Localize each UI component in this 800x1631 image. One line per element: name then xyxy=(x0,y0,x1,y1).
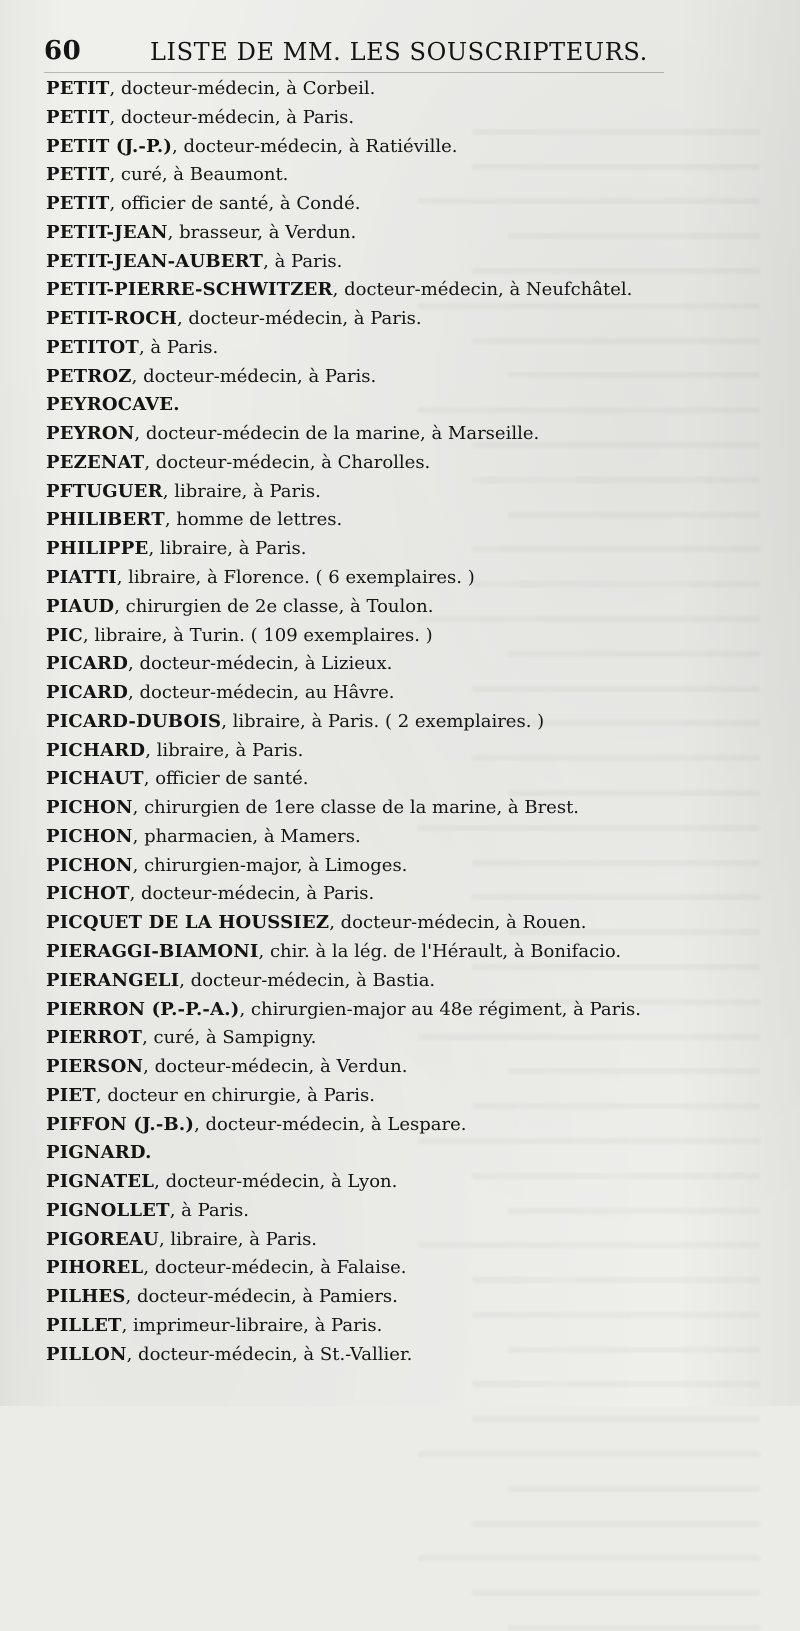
subscriber-entry xyxy=(46,880,766,909)
subscriber-entry xyxy=(46,593,766,622)
subscriber-detail: , docteur-médecin, à Falaise. xyxy=(143,1257,407,1279)
subscriber-detail: , curé, à Sampigny. xyxy=(142,1027,317,1049)
subscriber-name: PICQUET DE LA HOUSSIEZ xyxy=(46,912,330,934)
subscriber-detail: , à Paris. xyxy=(169,1199,249,1221)
running-title: LISTE DE MM. LES SOUSCRIPTEURS. xyxy=(150,38,648,66)
header-rule xyxy=(44,72,664,73)
subscriber-entry xyxy=(46,1341,766,1370)
subscriber-detail: , chirurgien de 2e classe, à Toulon. xyxy=(114,595,434,617)
subscriber-entry xyxy=(46,133,766,162)
subscriber-name: PEYRON xyxy=(46,423,135,445)
subscriber-list xyxy=(46,75,766,1369)
subscriber-entry xyxy=(46,1226,766,1255)
subscriber-entry xyxy=(46,1254,766,1283)
subscriber-name: PETIT-JEAN xyxy=(46,221,168,243)
subscriber-entry xyxy=(46,1312,766,1341)
subscriber-entry xyxy=(46,650,766,679)
subscriber-name: PIAUD xyxy=(46,595,115,617)
subscriber-name: PICHOT xyxy=(46,883,130,905)
subscriber-name: PETIT xyxy=(46,193,110,215)
subscriber-name: PILLON xyxy=(46,1343,127,1365)
subscriber-detail: , docteur-médecin, à Bastia. xyxy=(179,969,436,991)
subscriber-detail: , libraire, à Paris. xyxy=(148,538,307,560)
subscriber-entry xyxy=(46,334,766,363)
subscriber-entry xyxy=(46,363,766,392)
subscriber-entry xyxy=(46,449,766,478)
subscriber-name: PHILIPPE xyxy=(46,538,149,560)
subscriber-name: PICARD-DUBOIS xyxy=(46,710,222,732)
subscriber-entry xyxy=(46,967,766,996)
subscriber-entry xyxy=(46,1082,766,1111)
subscriber-name: PETIT xyxy=(46,106,110,128)
subscriber-name: PIERAGGI-BIAMONI xyxy=(46,940,259,962)
subscriber-name: PETIT-ROCH xyxy=(46,308,177,330)
subscriber-entry xyxy=(46,823,766,852)
page-header xyxy=(44,36,744,70)
subscriber-detail: , libraire, à Paris. ( 2 exemplaires. ) xyxy=(221,710,545,732)
subscriber-detail: , docteur-médecin, à Lespare. xyxy=(194,1113,467,1135)
subscriber-detail: , docteur-médecin, à Pamiers. xyxy=(125,1286,398,1308)
subscriber-detail: , libraire, à Paris. xyxy=(158,1228,318,1250)
subscriber-detail: , curé, à Beaumont. xyxy=(109,164,289,186)
subscriber-name: PIC xyxy=(46,624,83,646)
subscriber-name: PILHES xyxy=(46,1286,126,1308)
subscriber-name: PETROZ xyxy=(46,365,132,387)
page-number: 60 xyxy=(44,36,82,66)
subscriber-name: PIHOREL xyxy=(46,1257,144,1279)
subscriber-entry xyxy=(46,276,766,305)
subscriber-name: PHILIBERT xyxy=(46,509,165,531)
subscriber-entry xyxy=(46,478,766,507)
subscriber-entry xyxy=(46,679,766,708)
subscriber-name: PIGNOLLET xyxy=(46,1199,170,1221)
subscriber-entry xyxy=(46,75,766,104)
subscriber-entry xyxy=(46,1053,766,1082)
subscriber-name: PIFFON (J.-B.) xyxy=(46,1113,195,1135)
subscriber-name: PIERSON xyxy=(46,1056,144,1078)
subscriber-name: PETIT xyxy=(46,164,110,186)
subscriber-entry xyxy=(46,219,766,248)
subscriber-detail: , chirurgien-major au 48e régiment, à Paris. xyxy=(239,998,641,1020)
subscriber-detail: , imprimeur-libraire, à Paris. xyxy=(121,1314,383,1336)
subscriber-entry xyxy=(46,104,766,133)
subscriber-name: PETIT (J.-P.) xyxy=(46,135,173,157)
subscriber-name: PIET xyxy=(46,1084,96,1106)
subscriber-entry xyxy=(46,737,766,766)
subscriber-name: PIERRON (P.-P.-A.) xyxy=(46,998,240,1020)
subscriber-entry xyxy=(46,708,766,737)
subscriber-name: PICARD xyxy=(46,682,129,704)
subscriber-detail: , officier de santé, à Condé. xyxy=(109,193,361,215)
subscriber-detail: , officier de santé. xyxy=(143,768,309,790)
subscriber-name: PICARD xyxy=(46,653,129,675)
subscriber-entry xyxy=(46,996,766,1025)
subscriber-entry xyxy=(46,1197,766,1226)
subscriber-detail: , docteur-médecin, à Rouen. xyxy=(329,912,587,934)
subscriber-detail: , docteur-médecin, à Paris. xyxy=(129,883,375,905)
subscriber-entry xyxy=(46,1283,766,1312)
subscriber-entry xyxy=(46,535,766,564)
subscriber-detail: , docteur-médecin, à Paris. xyxy=(131,365,377,387)
subscriber-entry xyxy=(46,161,766,190)
subscriber-detail: , docteur-médecin, à Lyon. xyxy=(154,1171,398,1193)
subscriber-name: PIGOREAU xyxy=(46,1228,159,1250)
subscriber-entry xyxy=(46,909,766,938)
subscriber-name: PFTUGUER xyxy=(46,480,163,502)
subscriber-detail: , docteur-médecin, à Charolles. xyxy=(144,451,431,473)
subscriber-entry xyxy=(46,1139,766,1168)
subscriber-entry xyxy=(46,190,766,219)
subscriber-name: PEZENAT xyxy=(46,451,145,473)
subscriber-name: PICHARD xyxy=(46,739,146,761)
subscriber-detail: , libraire, à Paris. xyxy=(145,739,304,761)
subscriber-name: PICHON xyxy=(46,854,133,876)
subscriber-detail: , docteur-médecin, à St.-Vallier. xyxy=(126,1343,413,1365)
subscriber-detail: , libraire, à Paris. xyxy=(162,480,321,502)
subscriber-detail: , docteur-médecin, au Hâvre. xyxy=(128,682,395,704)
subscriber-name: PIERROT xyxy=(46,1027,143,1049)
subscriber-name: PETIT xyxy=(46,78,110,99)
subscriber-detail: , docteur-médecin, à Ratiéville. xyxy=(172,135,458,157)
subscriber-entry xyxy=(46,622,766,651)
subscriber-detail: , docteur-médecin, à Paris. xyxy=(176,308,422,330)
subscriber-name: PIGNARD. xyxy=(46,1142,152,1164)
subscriber-entry xyxy=(46,420,766,449)
subscriber-name: PIATTI xyxy=(46,567,117,589)
subscriber-detail: , docteur-médecin de la marine, à Marseille. xyxy=(134,423,540,445)
subscriber-detail: , docteur-médecin, à Verdun. xyxy=(143,1056,408,1078)
subscriber-detail: , chirurgien-major, à Limoges. xyxy=(132,854,408,876)
subscriber-detail: , docteur-médecin, à Lizieux. xyxy=(128,653,393,675)
subscriber-name: PEYROCAVE. xyxy=(46,394,180,416)
subscriber-entry xyxy=(46,1168,766,1197)
subscriber-name: PILLET xyxy=(46,1314,122,1336)
subscriber-name: PICHON xyxy=(46,797,133,819)
subscriber-detail: , chir. à la lég. de l'Hérault, à Bonifacio. xyxy=(258,940,622,962)
subscriber-detail: , libraire, à Turin. ( 109 exemplaires. ) xyxy=(82,624,433,646)
subscriber-entry xyxy=(46,794,766,823)
subscriber-detail: , docteur-médecin, à Corbeil. xyxy=(109,78,376,99)
subscriber-detail: , docteur-médecin, à Paris. xyxy=(109,106,355,128)
subscriber-entry xyxy=(46,852,766,881)
subscriber-name: PETIT-JEAN-AUBERT xyxy=(46,250,264,272)
subscriber-entry xyxy=(46,938,766,967)
subscriber-entry xyxy=(46,391,766,420)
subscriber-name: PIERANGELI xyxy=(46,969,180,991)
subscriber-detail: , homme de lettres. xyxy=(164,509,343,531)
subscriber-entry xyxy=(46,1111,766,1140)
subscriber-detail: , chirurgien de 1ere classe de la marine, à Brest. xyxy=(132,797,580,819)
subscriber-entry xyxy=(46,1024,766,1053)
subscriber-entry xyxy=(46,765,766,794)
subscriber-detail: , pharmacien, à Mamers. xyxy=(132,825,361,847)
subscriber-entry xyxy=(46,305,766,334)
subscriber-detail: , docteur-médecin, à Neufchâtel. xyxy=(332,279,633,301)
subscriber-entry xyxy=(46,248,766,277)
subscriber-name: PIGNATEL xyxy=(46,1171,155,1193)
subscriber-detail: , brasseur, à Verdun. xyxy=(167,221,357,243)
subscriber-detail: , à Paris. xyxy=(138,336,219,358)
subscriber-detail: , à Paris. xyxy=(263,250,343,272)
subscriber-detail: , libraire, à Florence. ( 6 exemplaires. ) xyxy=(116,567,475,589)
subscriber-entry xyxy=(46,564,766,593)
subscriber-entry xyxy=(46,506,766,535)
subscriber-detail: , docteur en chirurgie, à Paris. xyxy=(95,1084,375,1106)
subscriber-name: PETIT-PIERRE-SCHWITZER xyxy=(46,279,333,301)
subscriber-name: PICHAUT xyxy=(46,768,144,790)
subscriber-name: PICHON xyxy=(46,825,133,847)
subscriber-name: PETITOT xyxy=(46,336,139,358)
